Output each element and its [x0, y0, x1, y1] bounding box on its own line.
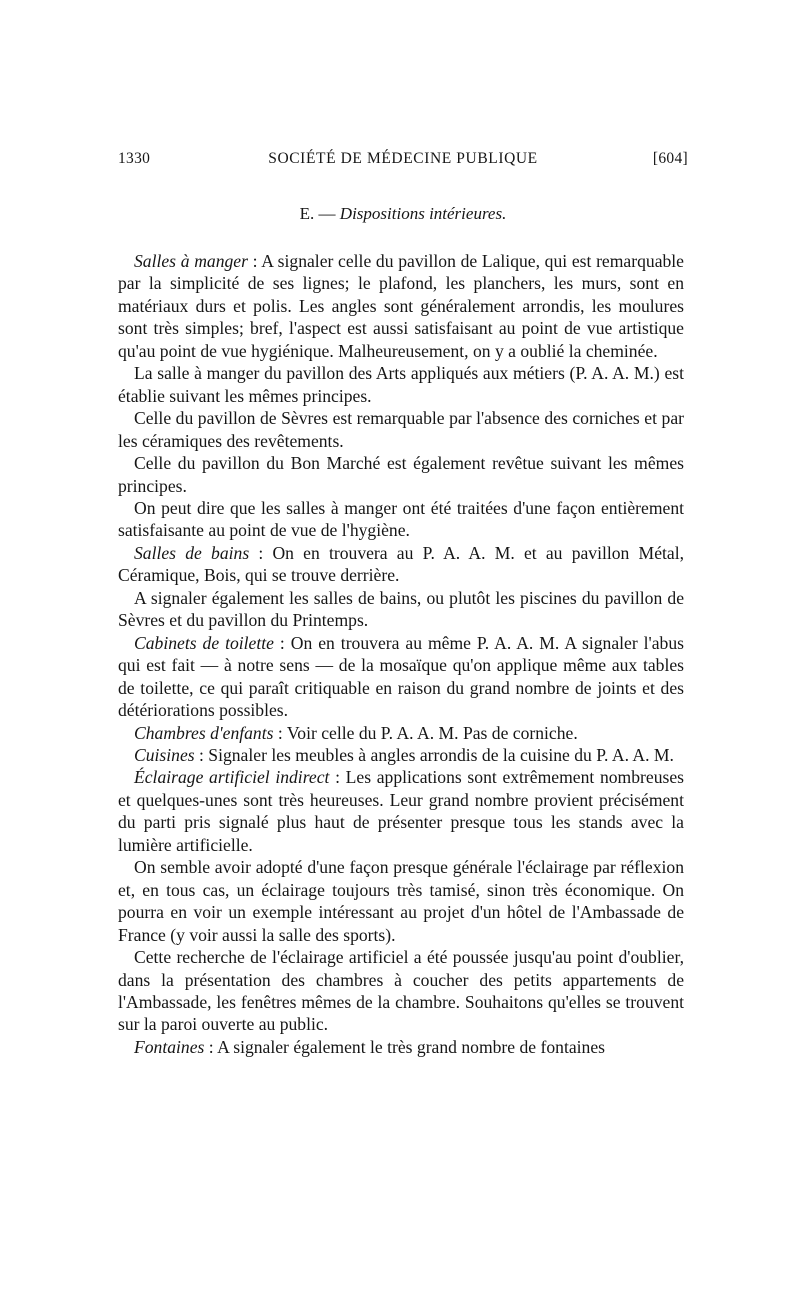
- paragraph: [118, 766, 684, 856]
- paragraph: [118, 497, 684, 542]
- paragraph: [118, 722, 684, 744]
- running-head: [118, 150, 688, 172]
- paragraph-term: Éclairage artificiel indirect: [134, 767, 330, 788]
- paragraph-text: : On en trouvera au même P. A. A. M. A signaler l'abus qui est fait — à notre sens — de la mosaïque qu'on applique même aux tables de toilette, ce qui paraît critiquable en raison du grand nombre de joints et des détériorations possibles.: [118, 632, 684, 721]
- paragraph: [118, 856, 684, 946]
- paragraph-text: On peut dire que les salles à manger ont été traitées d'une façon entièrement satisfaisante au point de vue de l'hygiène.: [118, 497, 684, 541]
- paragraph-term: Cabinets de toilette: [134, 632, 274, 653]
- paragraph-term: Fontaines: [134, 1036, 205, 1057]
- paragraph: [118, 946, 684, 1036]
- paragraph: [118, 632, 684, 722]
- paragraph: [118, 250, 684, 362]
- paragraph-text: : Signaler les meubles à angles arrondis de la cuisine du P. A. A. M.: [194, 744, 674, 765]
- paragraph: [118, 407, 684, 452]
- paragraph-term: Salles à manger: [134, 251, 248, 271]
- paragraph-text: Celle du pavillon de Sèvres est remarquable par l'absence des corniches et par les céramiques des revêtements.: [118, 408, 684, 451]
- running-title: SOCIÉTÉ DE MÉDECINE PUBLIQUE: [268, 150, 538, 167]
- paragraph: [118, 452, 684, 497]
- paragraph-text: Cette recherche de l'éclairage artificiel a été poussée jusqu'au point d'oublier, dans la présentation des chambres à coucher des petits appartements de l'Ambassade, les fenêtres mêmes de la chambre. Souhaitons qu'elles se trouvent sur la paroi ouverte au public.: [118, 947, 684, 1035]
- page-number: 1330: [118, 150, 151, 167]
- section-heading: [118, 204, 688, 224]
- section-title: Dispositions intérieures.: [339, 204, 507, 223]
- paragraph: [118, 362, 684, 407]
- paragraph-text: : On en trouvera au P. A. A. M. et au pavillon Métal, Céramique, Bois, qui se trouve derrière.: [118, 542, 684, 586]
- paragraph-text: : A signaler également le très grand nombre de fontaines: [204, 1036, 605, 1057]
- paragraph-text: La salle à manger du pavillon des Arts appliqués aux métiers (P. A. A. M.) est établie suivant les mêmes principes.: [118, 363, 684, 406]
- paragraph-text: On semble avoir adopté d'une façon presque générale l'éclairage par réflexion et, en tous cas, un éclairage toujours très tamisé, sinon très économique. On pourra en voir un exemple intéressant au projet d'un hôtel de l'Ambassade de France (y voir aussi la salle des sports).: [118, 857, 684, 945]
- paragraph-term: Chambres d'enfants: [134, 722, 274, 743]
- paragraph-text: : Voir celle du P. A. A. M. Pas de corniche.: [273, 722, 578, 743]
- paragraph: [118, 587, 684, 632]
- paragraph: [118, 744, 684, 766]
- paragraph-term: Salles de bains: [134, 542, 250, 563]
- page-reference: [604]: [652, 150, 688, 167]
- paragraph-text: Celle du pavillon du Bon Marché est également revêtue suivant les mêmes principes.: [118, 453, 684, 496]
- paragraph: [118, 542, 684, 587]
- paragraph-term: Cuisines: [134, 744, 195, 765]
- body-text: [118, 250, 684, 1058]
- paragraph-text: A signaler également les salles de bains, ou plutôt les piscines du pavillon de Sèvres et du pavillon du Printemps.: [118, 587, 684, 631]
- paragraph-text: : Les applications sont extrêmement nombreuses et quelques-unes sont très heureuses. Leur grand nombre provient précisément du parti pris signalé plus haut de présenter presque tous les stands avec la lumière artificielle.: [118, 767, 684, 855]
- section-letter: E. —: [299, 204, 340, 223]
- paragraph-text: : A signaler celle du pavillon de Lalique, qui est remarquable par la simplicité de ses lignes; le plafond, les planchers, les murs, sont en matériaux durs et polis. Les angles sont généralement arrondis, les moulures sont très simples; bref, l'aspect est aussi satisfaisant au point de vue artistique qu'au point de vue hygiénique. Malheureusement, on y a oublié la cheminée.: [118, 251, 684, 361]
- paragraph: [118, 1036, 684, 1058]
